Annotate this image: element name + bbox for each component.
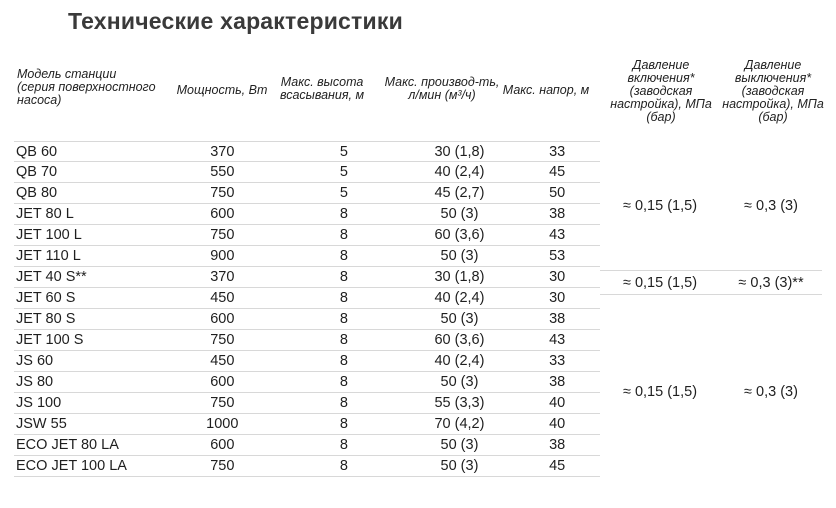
cell-power: 600	[210, 311, 235, 327]
cell-power: 600	[210, 206, 235, 222]
cell-model: JS 100	[16, 395, 62, 411]
cell-power: 750	[210, 227, 235, 243]
table-row	[14, 162, 600, 183]
cell-head: 43	[549, 227, 566, 243]
cell-model: ECO JET 80 LA	[16, 437, 119, 453]
cell-suction: 8	[339, 290, 348, 306]
cell-suction: 8	[339, 206, 348, 222]
cell-model: JET 100 L	[16, 227, 82, 243]
cell-flow: 40 (2,4)	[434, 164, 485, 180]
cell-head: 50	[549, 185, 566, 201]
cell-power: 600	[210, 437, 235, 453]
cell-power: 600	[210, 374, 235, 390]
table-row	[14, 267, 600, 288]
cell-flow: 50 (3)	[440, 437, 479, 453]
table-row	[14, 456, 600, 477]
cell-power: 550	[210, 164, 235, 180]
cell-suction: 8	[339, 353, 348, 369]
cell-power: 370	[210, 269, 235, 285]
cell-model: JET 80 S	[16, 311, 76, 327]
cell-power: 750	[210, 185, 235, 201]
cell-model: JS 60	[16, 353, 54, 369]
cell-head: 33	[549, 143, 566, 160]
cell-flow: 50 (3)	[440, 311, 479, 327]
header-head: Макс. напор, м	[502, 83, 590, 97]
cell-suction: 8	[339, 458, 348, 474]
cell-head: 38	[549, 206, 566, 222]
cell-power: 750	[210, 395, 235, 411]
table-row	[14, 183, 600, 204]
header-flow: Макс. производ-ть, л/мин (м³/ч)	[384, 75, 500, 102]
header-suction: Макс. высота всасывания, м	[279, 75, 365, 102]
table-row	[14, 372, 600, 393]
cell-head: 38	[549, 311, 566, 327]
table-row	[14, 225, 600, 246]
cell-power: 750	[210, 332, 235, 348]
table-row	[14, 309, 600, 330]
header-power: Мощность, Вт	[176, 83, 268, 97]
cell-head: 53	[549, 248, 566, 264]
pressure-divider	[600, 294, 822, 295]
cell-suction: 8	[339, 269, 348, 285]
cell-flow: 60 (3,6)	[434, 332, 485, 348]
cell-head: 43	[549, 332, 566, 348]
table-row	[14, 204, 600, 225]
cell-suction: 8	[339, 332, 348, 348]
cell-suction: 5	[339, 185, 348, 201]
table-row	[14, 435, 600, 456]
pressure-on-group-3: ≈ 0,15 (1,5)	[622, 384, 698, 400]
cell-head: 33	[549, 353, 566, 369]
cell-model: QB 60	[16, 143, 58, 160]
header-pressure-off: Давление выключения* (заводская настройка), МПа (бар)	[722, 58, 824, 124]
pressure-off-group-3: ≈ 0,3 (3)	[744, 384, 798, 400]
cell-power: 750	[210, 458, 235, 474]
cell-model: JET 40 S**	[16, 269, 87, 285]
cell-model: JSW 55	[16, 416, 67, 432]
cell-model: QB 80	[16, 185, 58, 201]
cell-suction: 8	[339, 374, 348, 390]
cell-model: ECO JET 100 LA	[16, 458, 127, 474]
cell-flow: 30 (1,8)	[434, 143, 485, 160]
table-row	[14, 351, 600, 372]
cell-flow: 55 (3,3)	[434, 395, 485, 411]
pressure-on-group-2: ≈ 0,15 (1,5)	[622, 275, 698, 291]
header-pressure-on: Давление включения* (заводская настройка), МПа (бар)	[610, 58, 712, 124]
cell-model: JS 80	[16, 374, 54, 390]
cell-flow: 60 (3,6)	[434, 227, 485, 243]
cell-suction: 8	[339, 248, 348, 264]
table-row	[14, 330, 600, 351]
cell-model: QB 70	[16, 164, 58, 180]
spec-table-body	[14, 141, 600, 477]
table-row	[14, 393, 600, 414]
cell-suction: 8	[339, 437, 348, 453]
cell-power: 450	[210, 290, 235, 306]
cell-flow: 45 (2,7)	[434, 185, 485, 201]
cell-flow: 40 (2,4)	[434, 290, 485, 306]
cell-suction: 8	[339, 416, 348, 432]
cell-flow: 50 (3)	[440, 458, 479, 474]
cell-power: 450	[210, 353, 235, 369]
cell-flow: 50 (3)	[440, 374, 479, 390]
cell-flow: 50 (3)	[440, 206, 479, 222]
cell-head: 30	[549, 290, 566, 306]
page-title: Технические характеристики	[68, 8, 403, 34]
cell-head: 40	[549, 416, 566, 432]
cell-model: JET 100 S	[16, 332, 84, 348]
cell-power: 1000	[206, 416, 239, 432]
cell-suction: 5	[339, 143, 348, 160]
cell-power: 900	[210, 248, 235, 264]
cell-model: JET 110 L	[16, 248, 81, 264]
table-row	[14, 141, 600, 162]
cell-flow: 30 (1,8)	[434, 269, 485, 285]
cell-suction: 5	[339, 164, 348, 180]
cell-head: 38	[549, 374, 566, 390]
cell-head: 45	[549, 164, 566, 180]
cell-head: 40	[549, 395, 566, 411]
cell-head: 30	[549, 269, 566, 285]
cell-flow: 50 (3)	[440, 248, 479, 264]
cell-suction: 8	[339, 227, 348, 243]
pressure-divider	[600, 270, 822, 271]
cell-model: JET 80 L	[16, 206, 74, 222]
cell-flow: 40 (2,4)	[434, 353, 485, 369]
cell-head: 45	[549, 458, 566, 474]
header-model: Модель станции (серия поверхностного насоса)	[17, 67, 156, 107]
table-row	[14, 414, 600, 435]
cell-power: 370	[210, 143, 235, 160]
cell-flow: 70 (4,2)	[434, 416, 485, 432]
pressure-on-group-1: ≈ 0,15 (1,5)	[622, 198, 698, 214]
pressure-off-group-1: ≈ 0,3 (3)	[744, 198, 798, 214]
pressure-off-group-2: ≈ 0,3 (3)**	[738, 275, 804, 291]
cell-suction: 8	[339, 395, 348, 411]
cell-head: 38	[549, 437, 566, 453]
table-row	[14, 246, 600, 267]
cell-model: JET 60 S	[16, 290, 76, 306]
cell-suction: 8	[339, 311, 348, 327]
table-row	[14, 288, 600, 309]
